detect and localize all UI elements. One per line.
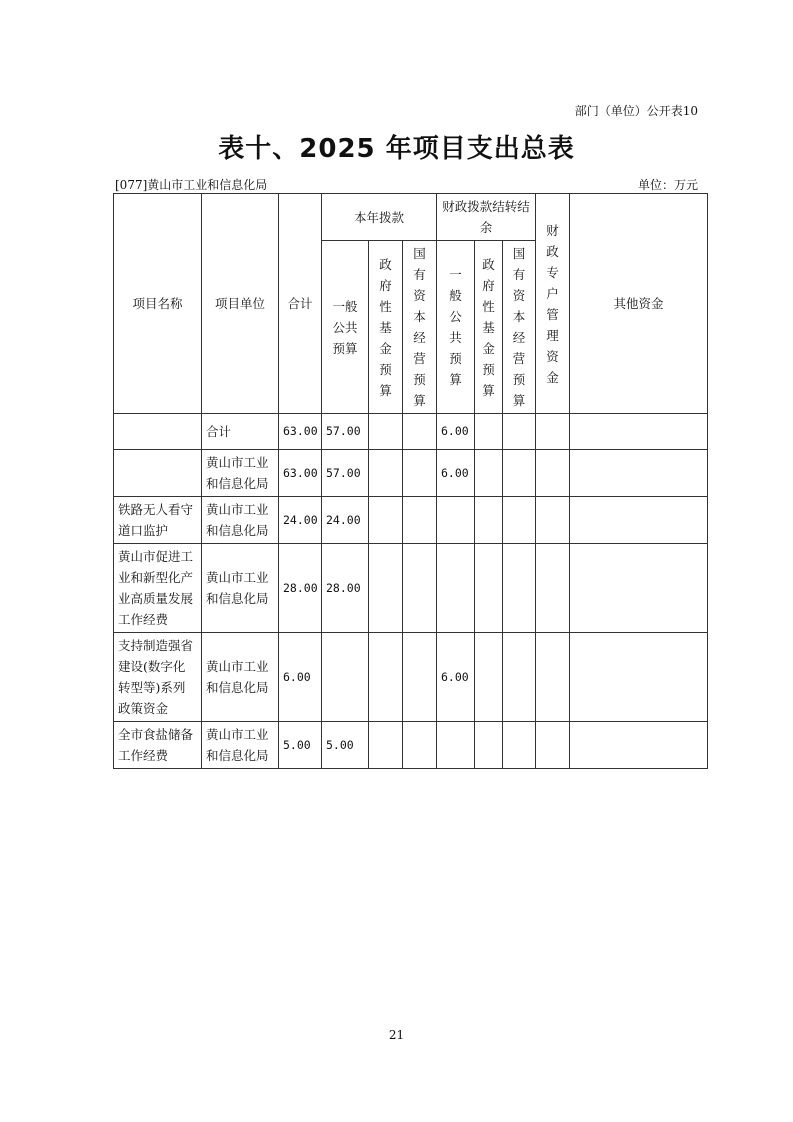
cell-total: 63.00	[279, 414, 322, 450]
cell-carry-general: 6.00	[437, 633, 475, 722]
cell-project-name: 铁路无人看守道口监护	[114, 497, 202, 544]
cell-project-unit: 合计	[202, 414, 279, 450]
header-carryover: 财政拨款结转结余	[437, 194, 536, 241]
cell-carry-state	[503, 450, 536, 497]
cell-general: 57.00	[322, 450, 369, 497]
cell-state	[403, 414, 437, 450]
document-reference: 部门（单位）公开表10	[574, 104, 698, 118]
cell-total: 6.00	[279, 633, 322, 722]
unit-label: 单位：万元	[637, 178, 698, 192]
cell-project-name: 黄山市促进工业和新型化产业高质量发展工作经费	[114, 544, 202, 633]
cell-other	[570, 450, 708, 497]
header-total: 合计	[279, 194, 322, 414]
table-row	[114, 414, 708, 450]
header-other: 其他资金	[570, 194, 708, 414]
cell-carry-gov	[475, 544, 503, 633]
cell-state	[403, 544, 437, 633]
cell-gov-fund	[369, 450, 403, 497]
cell-total: 63.00	[279, 450, 322, 497]
table-row	[114, 633, 708, 722]
cell-gov-fund	[369, 414, 403, 450]
organization-label: [077]黄山市工业和信息化局	[115, 178, 268, 192]
header-general-budget: 一般公共预算	[322, 241, 369, 414]
table-row	[114, 544, 708, 633]
cell-special	[536, 450, 570, 497]
header-special-fund: 财政专户管理资金	[536, 194, 570, 414]
cell-project-name: 支持制造强省建设(数字化转型等)系列政策资金	[114, 633, 202, 722]
header-carry-gov-fund: 政府性基金预算	[475, 241, 503, 414]
cell-special	[536, 544, 570, 633]
cell-total: 5.00	[279, 722, 322, 769]
cell-carry-state	[503, 414, 536, 450]
cell-carry-gov	[475, 414, 503, 450]
table-row	[114, 497, 708, 544]
table-row	[114, 450, 708, 497]
cell-general: 28.00	[322, 544, 369, 633]
cell-project-unit: 黄山市工业和信息化局	[202, 450, 279, 497]
cell-carry-gov	[475, 497, 503, 544]
header-project-unit: 项目单位	[202, 194, 279, 414]
cell-state	[403, 497, 437, 544]
cell-carry-general: 6.00	[437, 414, 475, 450]
cell-project-name	[114, 414, 202, 450]
cell-other	[570, 633, 708, 722]
project-expenditure-table	[113, 193, 708, 769]
cell-carry-state	[503, 633, 536, 722]
cell-special	[536, 414, 570, 450]
cell-gov-fund	[369, 544, 403, 633]
cell-other	[570, 722, 708, 769]
header-carry-general: 一般公共预算	[437, 241, 475, 414]
cell-gov-fund	[369, 497, 403, 544]
cell-special	[536, 633, 570, 722]
cell-other	[570, 544, 708, 633]
cell-total: 28.00	[279, 544, 322, 633]
cell-project-unit: 黄山市工业和信息化局	[202, 722, 279, 769]
cell-project-unit: 黄山市工业和信息化局	[202, 497, 279, 544]
cell-gov-fund	[369, 633, 403, 722]
cell-general	[322, 633, 369, 722]
cell-carry-state	[503, 544, 536, 633]
cell-carry-general	[437, 497, 475, 544]
cell-special	[536, 497, 570, 544]
cell-carry-gov	[475, 722, 503, 769]
cell-gov-fund	[369, 722, 403, 769]
cell-other	[570, 414, 708, 450]
header-gov-fund: 政府性基金预算	[369, 241, 403, 414]
table-row	[114, 722, 708, 769]
cell-carry-general	[437, 544, 475, 633]
cell-state	[403, 450, 437, 497]
page-number: 21	[388, 1028, 405, 1042]
cell-project-name	[114, 450, 202, 497]
cell-general: 24.00	[322, 497, 369, 544]
header-project-name: 项目名称	[114, 194, 202, 414]
cell-carry-gov	[475, 633, 503, 722]
cell-state	[403, 633, 437, 722]
cell-special	[536, 722, 570, 769]
cell-carry-general	[437, 722, 475, 769]
header-state-capital: 国有资本经营预算	[403, 241, 437, 414]
cell-project-unit: 黄山市工业和信息化局	[202, 544, 279, 633]
cell-carry-gov	[475, 450, 503, 497]
cell-general: 5.00	[322, 722, 369, 769]
cell-carry-state	[503, 722, 536, 769]
cell-state	[403, 722, 437, 769]
cell-carry-state	[503, 497, 536, 544]
header-current-year: 本年拨款	[322, 194, 437, 241]
cell-carry-general: 6.00	[437, 450, 475, 497]
cell-project-name: 全市食盐储备工作经费	[114, 722, 202, 769]
cell-general: 57.00	[322, 414, 369, 450]
header-carry-state-capital: 国有资本经营预算	[503, 241, 536, 414]
page-title: 表十、2025 年项目支出总表	[218, 134, 575, 164]
cell-total: 24.00	[279, 497, 322, 544]
cell-other	[570, 497, 708, 544]
cell-project-unit: 黄山市工业和信息化局	[202, 633, 279, 722]
